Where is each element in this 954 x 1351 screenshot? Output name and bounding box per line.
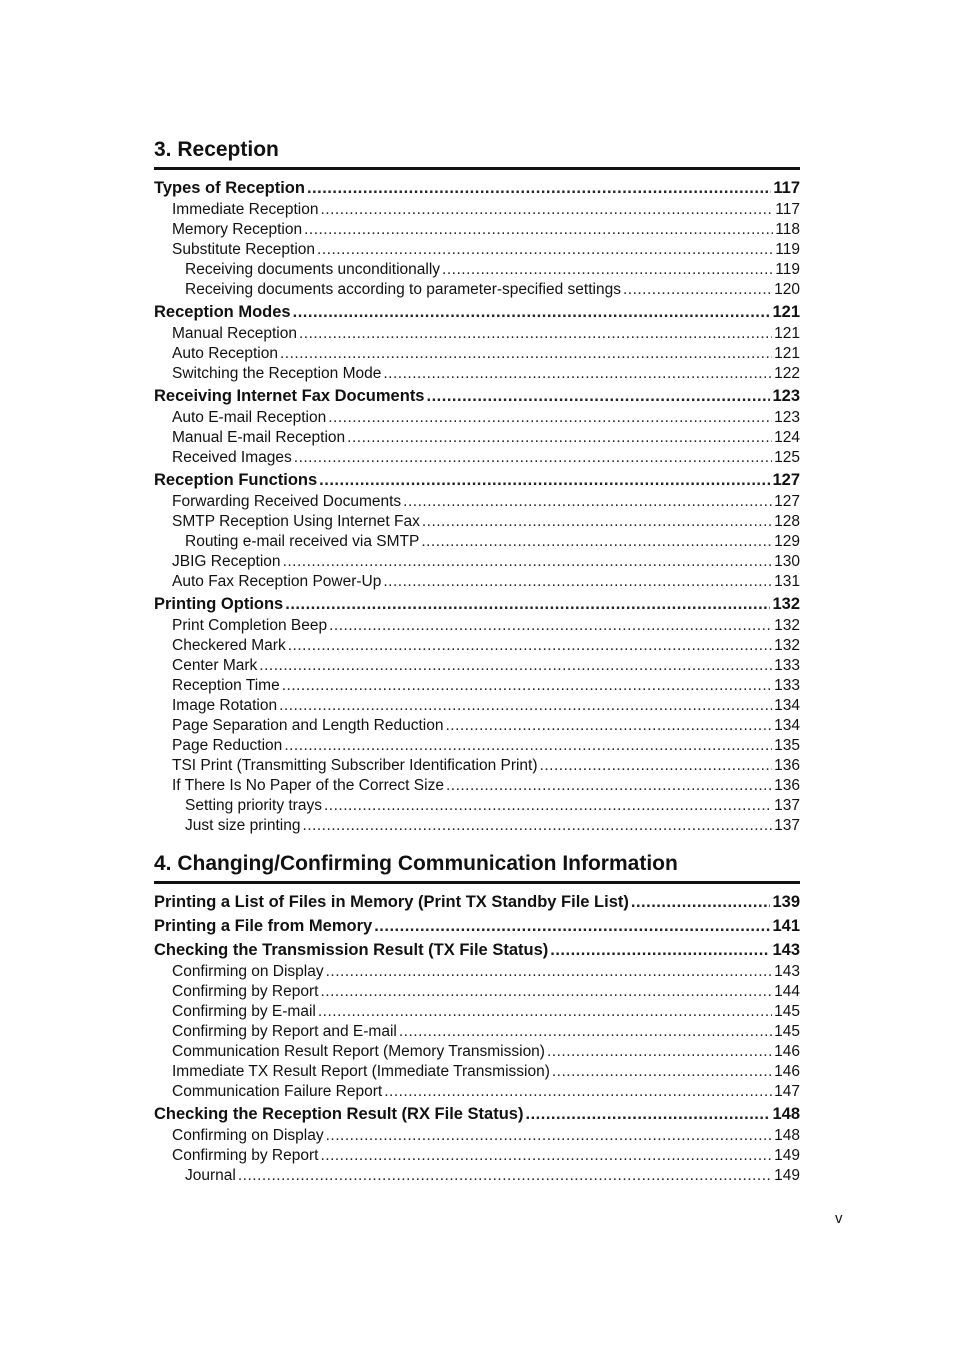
toc-entry-title: SMTP Reception Using Internet Fax [172,513,420,530]
toc-entry-page-number: 133 [774,657,800,674]
toc-entry-title: Checking the Reception Result (RX File Status) [154,1105,524,1123]
toc-entry-title: Communication Failure Report [172,1083,383,1100]
toc-entry-page-number: 128 [774,513,800,530]
dot-leader [540,756,773,776]
dot-leader [320,982,772,1002]
toc-entry-page-number: 117 [775,201,800,218]
toc-entry-page-number: 133 [774,677,800,694]
toc-entry[interactable] [154,776,800,796]
dot-leader [623,280,772,300]
toc-entry[interactable] [154,220,800,240]
toc-entry-title: Reception Modes [154,303,291,321]
toc-entry-title: Checking the Transmission Result (TX File Status) [154,941,549,959]
toc-entry-title: Auto Reception [172,345,278,362]
toc-entry-title: Confirming on Display [172,963,324,980]
toc-entry-title: Confirming on Display [172,1127,324,1144]
toc-entry-page-number: 125 [774,449,800,466]
dot-leader [383,572,772,592]
toc-entry-page-number: 118 [775,221,800,238]
toc-entry-page-number: 132 [772,595,800,613]
toc-entry[interactable] [154,676,800,696]
toc-entry[interactable] [154,1166,800,1186]
toc-entry-title: Printing a List of Files in Memory (Print TX Standby File List) [154,893,629,911]
toc-entry[interactable] [154,1126,800,1146]
toc-entry-title: Center Mark [172,657,258,674]
toc-entry[interactable] [154,982,800,1002]
dot-leader [347,428,772,448]
dot-leader [307,176,771,200]
toc-entry-title: Memory Reception [172,221,303,238]
dot-leader [399,1022,772,1042]
dot-leader [422,512,772,532]
toc-entry-title: Immediate TX Result Report (Immediate Transmission) [172,1063,550,1080]
toc-entry-title: Switching the Reception Mode [172,365,382,382]
toc-entry-title: Printing a File from Memory [154,917,373,935]
toc-entry[interactable] [154,280,800,300]
toc-entry[interactable] [154,200,800,220]
toc-entry-page-number: 148 [774,1127,800,1144]
dot-leader [282,676,772,696]
toc-entry-page-number: 127 [774,493,800,510]
toc-entry[interactable] [154,616,800,636]
chapter-heading-communication-information: 4. Changing/Confirming Communication Information [154,851,800,884]
toc-entry[interactable] [154,260,800,280]
toc-entry[interactable] [154,656,800,676]
toc-entry-page-number: 147 [774,1083,800,1100]
toc-entry-page-number: 148 [772,1105,800,1123]
toc-entry-title: Printing Options [154,595,284,613]
toc-entry-page-number: 121 [774,345,800,362]
dot-leader [320,200,773,220]
toc-entry[interactable] [154,448,800,468]
toc-entry[interactable] [154,364,800,384]
toc-entry-title: Image Rotation [172,697,278,714]
dot-leader [446,776,772,796]
chapter-heading-reception: 3. Reception [154,137,800,170]
dot-leader [547,1042,772,1062]
dot-leader [442,260,773,280]
dot-leader [302,816,772,836]
toc-entry[interactable] [154,384,800,408]
toc-entry-title: Print Completion Beep [172,617,328,634]
toc-entry[interactable] [154,176,800,200]
toc-entry-page-number: 145 [774,1003,800,1020]
toc-entry-page-number: 129 [774,533,800,550]
dot-leader [238,1166,772,1186]
toc-list-reception [154,176,800,836]
toc-entry-page-number: 137 [774,797,800,814]
toc-entry[interactable] [154,240,800,260]
toc-entry-title: TSI Print (Transmitting Subscriber Identification Print) [172,757,538,774]
dot-leader [427,384,771,408]
toc-entry-title: Substitute Reception [172,241,316,258]
dot-leader [319,468,770,492]
dot-leader [326,962,773,982]
toc-entry[interactable] [154,512,800,532]
toc-entry-page-number: 134 [774,717,800,734]
dot-leader [445,716,772,736]
toc-entry[interactable] [154,1082,800,1102]
toc-entry-title: Receiving documents unconditionally [185,261,441,278]
dot-leader [279,696,772,716]
toc-entry-title: Receiving Internet Fax Documents [154,387,425,405]
toc-entry-page-number: 143 [774,963,800,980]
dot-leader [329,616,772,636]
toc-entry-title: Manual E-mail Reception [172,429,346,446]
dot-leader [317,240,773,260]
toc-entry-page-number: 143 [772,941,800,959]
toc-entry-page-number: 149 [774,1147,800,1164]
toc-entry[interactable] [154,1042,800,1062]
toc-entry-page-number: 134 [774,697,800,714]
dot-leader [384,1082,772,1102]
toc-entry[interactable] [154,736,800,756]
dot-leader [285,592,770,616]
toc-entry-title: Routing e-mail received via SMTP [185,533,420,550]
toc-entry-page-number: 132 [774,637,800,654]
toc-entry-page-number: 144 [774,983,800,1000]
dot-leader [403,492,772,512]
toc-entry-page-number: 135 [774,737,800,754]
toc-entry-title: Types of Reception [154,179,305,197]
dot-leader [525,1102,770,1126]
table-of-contents [154,137,800,1186]
toc-entry-title: Journal [185,1167,236,1184]
toc-entry-title: JBIG Reception [172,553,281,570]
dot-leader [293,300,771,324]
toc-entry-page-number: 145 [774,1023,800,1040]
toc-entry-page-number: 132 [774,617,800,634]
toc-entry-title: Confirming by E-mail [172,1003,316,1020]
dot-leader [288,636,772,656]
toc-entry[interactable] [154,716,800,736]
page-number: v [835,1210,843,1227]
dot-leader [421,532,772,552]
toc-entry-title: Checkered Mark [172,637,286,654]
toc-entry-page-number: 137 [774,817,800,834]
toc-entry[interactable] [154,344,800,364]
toc-entry-page-number: 130 [774,553,800,570]
toc-entry-title: Receiving documents according to parameter-specified settings [185,281,621,298]
dot-leader [383,364,772,384]
toc-entry-page-number: 121 [774,325,800,342]
toc-entry[interactable] [154,696,800,716]
dot-leader [552,1062,772,1082]
dot-leader [283,552,773,572]
toc-entry[interactable] [154,914,800,938]
toc-entry-page-number: 123 [772,387,800,405]
toc-entry-page-number: 131 [774,573,800,590]
dot-leader [304,220,773,240]
toc-entry-page-number: 141 [772,917,800,935]
toc-entry[interactable] [154,552,800,572]
dot-leader [320,1146,772,1166]
toc-entry[interactable] [154,468,800,492]
toc-entry[interactable] [154,324,800,344]
toc-entry-title: Reception Time [172,677,280,694]
toc-entry[interactable] [154,796,800,816]
toc-entry[interactable] [154,816,800,836]
toc-entry[interactable] [154,532,800,552]
toc-entry-page-number: 124 [774,429,800,446]
toc-entry[interactable] [154,1002,800,1022]
toc-entry-title: Page Separation and Length Reduction [172,717,444,734]
toc-entry[interactable] [154,756,800,776]
dot-leader [326,1126,773,1146]
toc-entry-title: Auto Fax Reception Power-Up [172,573,382,590]
toc-entry[interactable] [154,300,800,324]
toc-entry[interactable] [154,890,800,914]
toc-entry-page-number: 139 [772,893,800,911]
dot-leader [631,890,771,914]
toc-entry-title: Reception Functions [154,471,318,489]
toc-entry-page-number: 121 [772,303,800,321]
dot-leader [280,344,772,364]
toc-entry-page-number: 136 [774,757,800,774]
dot-leader [550,938,770,962]
toc-entry-title: Forwarding Received Documents [172,493,402,510]
toc-entry-page-number: 123 [774,409,800,426]
toc-entry[interactable] [154,1022,800,1042]
toc-entry-page-number: 146 [774,1043,800,1060]
toc-entry[interactable] [154,962,800,982]
toc-entry-title: Just size printing [185,817,301,834]
toc-entry-title: Confirming by Report and E-mail [172,1023,397,1040]
toc-entry[interactable] [154,1102,800,1126]
toc-entry-title: Page Reduction [172,737,283,754]
dot-leader [259,656,772,676]
toc-entry[interactable] [154,1062,800,1082]
toc-entry-page-number: 136 [774,777,800,794]
dot-leader [299,324,772,344]
toc-entry-title: Communication Result Report (Memory Transmission) [172,1043,545,1060]
dot-leader [318,1002,772,1022]
dot-leader [324,796,772,816]
toc-entry-title: Auto E-mail Reception [172,409,327,426]
toc-entry-page-number: 127 [772,471,800,489]
dot-leader [284,736,772,756]
toc-entry-page-number: 119 [775,241,800,258]
toc-entry-title: Confirming by Report [172,1147,319,1164]
toc-entry[interactable] [154,428,800,448]
toc-entry-page-number: 117 [773,179,800,197]
toc-entry[interactable] [154,938,800,962]
toc-entry-title: If There Is No Paper of the Correct Size [172,777,444,794]
toc-entry[interactable] [154,572,800,592]
dot-leader [294,448,772,468]
toc-entry-title: Confirming by Report [172,983,319,1000]
toc-entry[interactable] [154,592,800,616]
toc-entry-title: Immediate Reception [172,201,319,218]
toc-entry-page-number: 119 [775,261,800,278]
toc-entry-page-number: 122 [774,365,800,382]
toc-entry-page-number: 149 [774,1167,800,1184]
dot-leader [328,408,772,428]
toc-entry-page-number: 120 [774,281,800,298]
toc-entry-title: Received Images [172,449,292,466]
toc-entry[interactable] [154,492,800,512]
dot-leader [374,914,770,938]
toc-entry-title: Manual Reception [172,325,297,342]
toc-list-communication-information [154,890,800,1186]
toc-entry[interactable] [154,1146,800,1166]
toc-entry-title: Setting priority trays [185,797,322,814]
toc-entry[interactable] [154,408,800,428]
toc-entry-page-number: 146 [774,1063,800,1080]
toc-entry[interactable] [154,636,800,656]
